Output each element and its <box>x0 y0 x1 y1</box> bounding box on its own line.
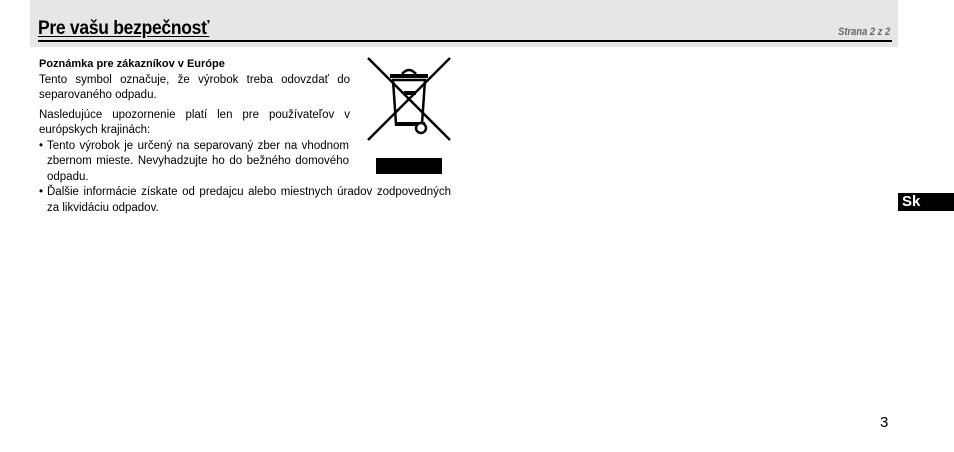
language-tab: Sk <box>898 193 954 211</box>
page-indicator: Strana 2 z 2 <box>838 26 890 38</box>
page-title: Pre vašu bezpečnosť <box>38 18 210 39</box>
title-rule <box>38 40 892 42</box>
page-number: 3 <box>880 414 889 431</box>
paragraph-symbol-meaning: Tento symbol označuje, že výrobok treba odovzdať do separovaného odpadu. <box>39 73 350 101</box>
list-item: • Tento výrobok je určený na separovaný zber na vhodnom zbernom mieste. Nevyhadzujte ho do bežného domového odpadu. <box>39 139 349 186</box>
list-item: • Ďalšie informácie získate od predajcu alebo miestnych úradov zodpovedných za likvidáciu odpadov. <box>39 185 451 216</box>
section-heading: Poznámka pre zákazníkov v Európe <box>39 58 225 70</box>
paragraph-notice-intro: Nasledujúce upozornenie platí len pre používateľov v európskych krajinách: <box>39 108 350 136</box>
crossed-out-wheeled-bin-icon <box>366 56 452 176</box>
